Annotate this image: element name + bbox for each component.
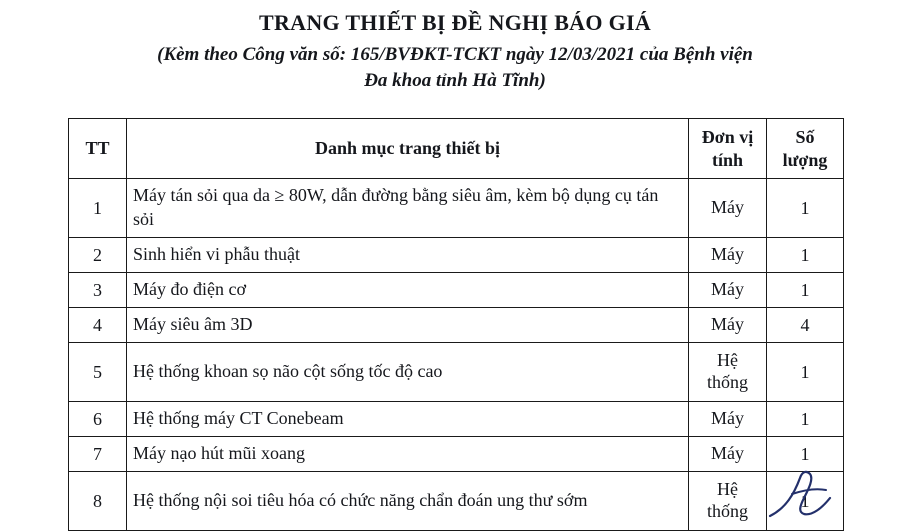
column-header-qty [767, 119, 844, 179]
cell-quantity: 4 [767, 308, 844, 343]
table-row [69, 273, 844, 308]
column-header-tt: TT [69, 119, 127, 179]
cell-unit: Máy [689, 402, 767, 437]
cell-index: 7 [69, 437, 127, 472]
cell-quantity: 1 [767, 437, 844, 472]
table-header [69, 119, 844, 179]
cell-equipment-name: Sinh hiển vi phẫu thuật [127, 238, 689, 273]
table-row [69, 472, 844, 531]
document-subtitle-line-2: Đa khoa tỉnh Hà Tĩnh) [364, 70, 546, 92]
document-subtitle-line-1: (Kèm theo Công văn số: 165/BVĐKT-TCKT ngày 12/03/2021 của Bệnh viện [157, 44, 753, 66]
cell-quantity: 1 [767, 273, 844, 308]
column-header-unit-line-2: tính [711, 149, 744, 170]
table-row [69, 437, 844, 472]
cell-unit: Hệ thống [689, 472, 767, 531]
cell-index: 8 [69, 472, 127, 531]
table-body [69, 179, 844, 531]
cell-unit: Hệ thống [689, 343, 767, 402]
table-row [69, 238, 844, 273]
column-header-qty-line-2: lượng [782, 149, 828, 170]
cell-index: 6 [69, 402, 127, 437]
table-row [69, 402, 844, 437]
cell-equipment-name: Máy đo điện cơ [127, 273, 689, 308]
cell-index: 2 [69, 238, 127, 273]
cell-equipment-name: Hệ thống máy CT Conebeam [127, 402, 689, 437]
cell-quantity: 1 [767, 343, 844, 402]
cell-quantity: 1 [767, 402, 844, 437]
document-title: TRANG THIẾT BỊ ĐỀ NGHỊ BÁO GIÁ [258, 10, 652, 35]
column-header-name: Danh mục trang thiết bị [127, 119, 689, 179]
cell-index: 4 [69, 308, 127, 343]
cell-unit: Máy [689, 238, 767, 273]
cell-equipment-name: Hệ thống khoan sọ não cột sống tốc độ cao [127, 343, 689, 402]
table-row [69, 308, 844, 343]
cell-quantity: 1 [767, 238, 844, 273]
cell-equipment-name: Máy nạo hút mũi xoang [127, 437, 689, 472]
cell-quantity: 1 [767, 472, 844, 531]
cell-equipment-name: Máy siêu âm 3D [127, 308, 689, 343]
column-header-qty-line-1: Số [795, 127, 815, 147]
cell-unit: Máy [689, 437, 767, 472]
cell-index: 5 [69, 343, 127, 402]
cell-equipment-name: Hệ thống nội soi tiêu hóa có chức năng chẩn đoán ung thư sớm [127, 472, 689, 531]
cell-unit: Máy [689, 179, 767, 238]
document-page [0, 10, 910, 530]
table-row [69, 179, 844, 238]
document-subtitle [85, 42, 825, 93]
column-header-unit [689, 119, 767, 179]
table-row [69, 343, 844, 402]
equipment-table [68, 118, 844, 531]
cell-unit: Máy [689, 273, 767, 308]
cell-unit: Máy [689, 308, 767, 343]
column-header-unit-line-1: Đơn vị [701, 127, 754, 147]
table-header-row [69, 119, 844, 179]
equipment-table-container [68, 118, 843, 531]
cell-index: 3 [69, 273, 127, 308]
cell-equipment-name: Máy tán sỏi qua da ≥ 80W, dẫn đường bằng siêu âm, kèm bộ dụng cụ tán sỏi [127, 179, 689, 238]
cell-quantity: 1 [767, 179, 844, 238]
cell-index: 1 [69, 179, 127, 238]
